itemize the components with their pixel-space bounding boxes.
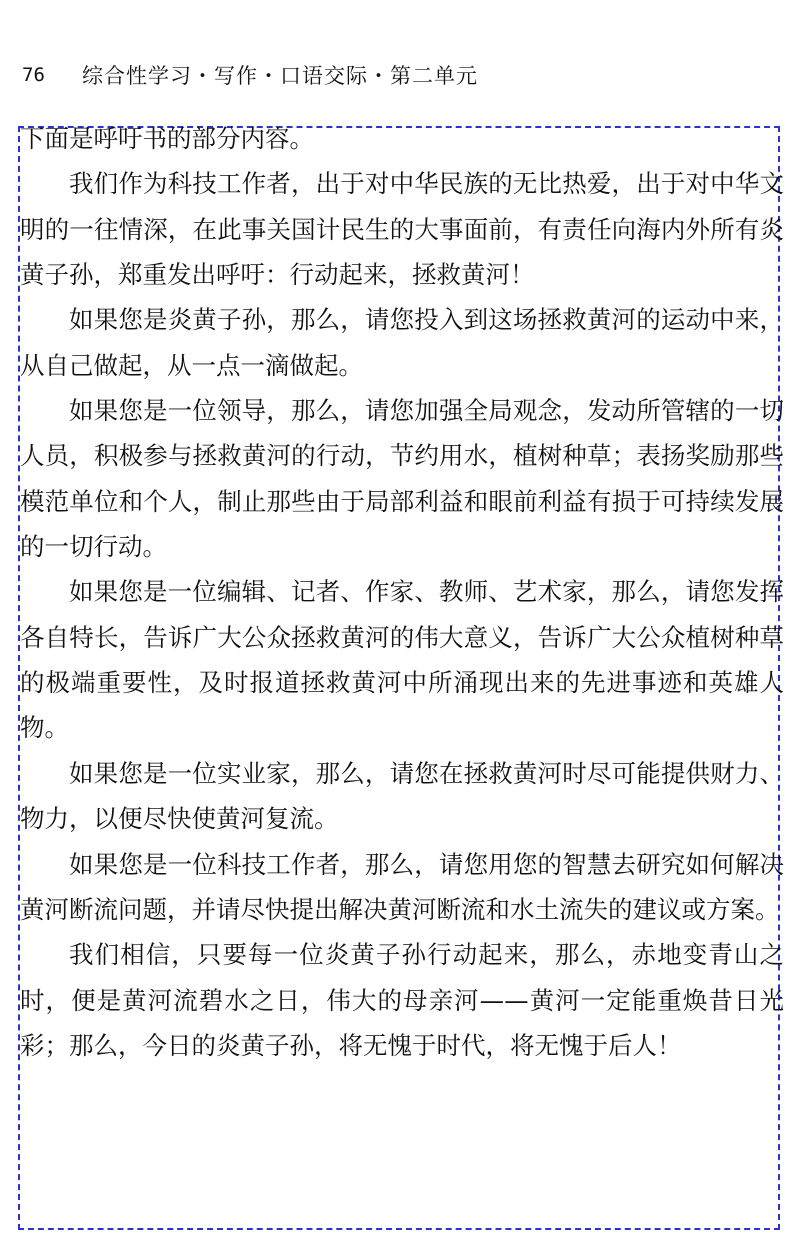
paragraph-2: 如果您是炎黄子孙，那么，请您投入到这场拯救黄河的运动中来，从自己做起，从一点一滴做起。	[20, 305, 784, 380]
paragraph-7: 我们相信，只要每一位炎黄子孙行动起来，那么，赤地变青山之时，便是黄河流碧水之日，伟大的母亲河——黄河一定能重焕昔日光彩；那么，今日的炎黄子孙，将无愧于时代，将无愧于后人！	[20, 940, 784, 1060]
paragraph-1: 我们作为科技工作者，出于对中华民族的无比热爱，出于对中华文明的一往情深，在此事关国计民生的大事面前，有责任向海内外所有炎黄子孙，郑重发出呼吁：行动起来，拯救黄河！	[20, 169, 784, 290]
intro-line: 下面是呼吁书的部分内容。	[20, 124, 314, 153]
paragraph-4: 如果您是一位编辑、记者、作家、教师、艺术家，那么，请您发挥各自特长，告诉广大公众拯救黄河的伟大意义，告诉广大公众植树种草的极端重要性，及时报道拯救黄河中所涌现出来的先进事迹和英雄人物。	[20, 577, 784, 743]
paragraph-3: 如果您是一位领导，那么，请您加强全局观念，发动所管辖的一切人员，积极参与拯救黄河的行动，节约用水，植树种草；表扬奖励那些模范单位和个人，制止那些由于局部利益和眼前利益有损于可持续发展的一切行动。	[20, 396, 784, 562]
appeal-text-block	[20, 116, 784, 1068]
paragraph-5: 如果您是一位实业家，那么，请您在拯救黄河时尽可能提供财力、物力，以便尽快使黄河复流。	[20, 758, 784, 834]
paragraph-6: 如果您是一位科技工作者，那么，请您用您的智慧去研究如何解决黄河断流问题，并请尽快提出解决黄河断流和水土流失的建议或方案。	[20, 849, 784, 924]
running-title: 综合性学习・写作・口语交际・第二单元	[82, 64, 478, 88]
page-number: 76	[22, 64, 45, 86]
page-header	[22, 58, 478, 92]
